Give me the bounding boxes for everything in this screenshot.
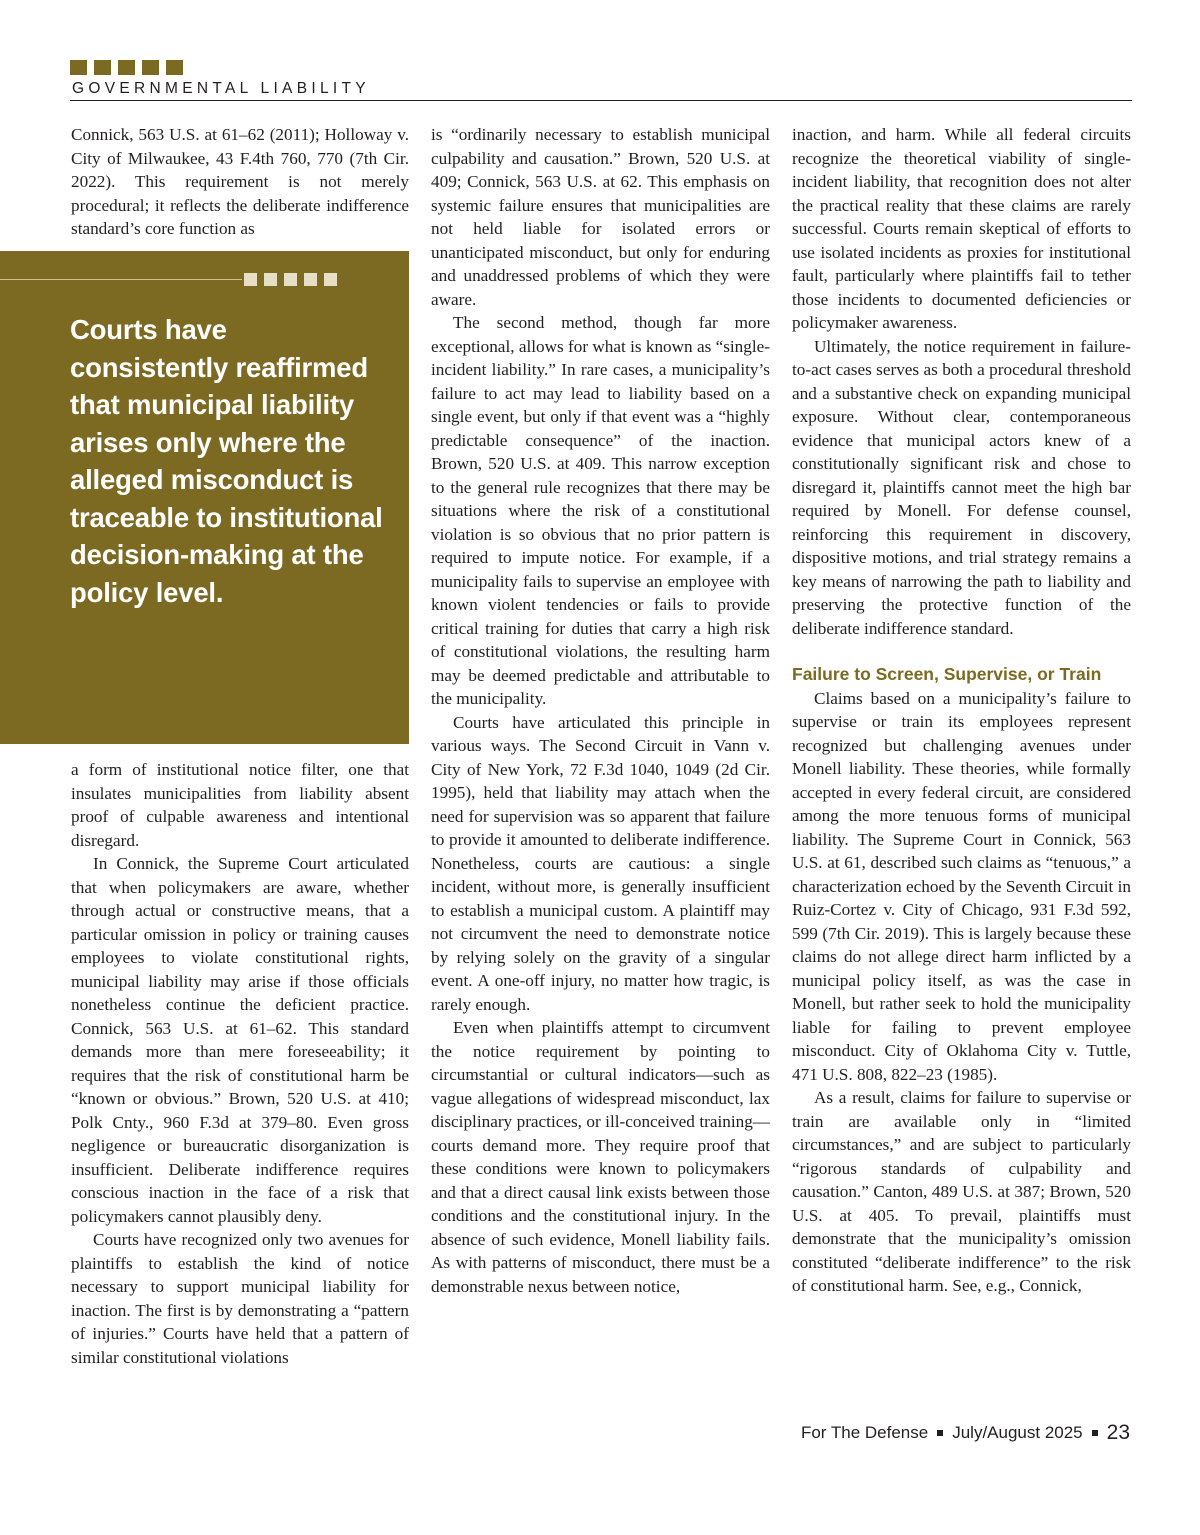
publication-name: For The Defense (800, 1423, 929, 1442)
bullet-separator (937, 1430, 943, 1436)
body-paragraph: The second method, though far more exceptional, allows for what is known as “single-incident liability.” In rare cases, a municipality’s failure to act may lead to liability based on a single event, but only if that event was a “highly predictable consequence” of the inaction. Brown, 520 U.S. at 409. This narrow exception to the general rule recognizes that there may be situations where the risk of a constitutional violation is so obvious that no prior pattern is required to impute notice. For example, if a municipality fails to supervise an employee with known violent tendencies or fails to provide critical training for duties that carry a high risk of constitutional violations, the resulting harm may be deemed predictable and attributable to the municipality. (431, 313, 770, 708)
pull-quote-text: Courts have consistently reaffirmed that municipal liability arises only where the alleged misconduct is traceable to institutional decision-making at the policy level. (70, 314, 383, 608)
body-paragraph: Courts have articulated this principle in various ways. The Second Circuit in Vann v. City of New York, 72 F.3d 1040, 1049 (2d Cir. 1995), held that liability may attach when the need for supervision was so apparent that failure to provide it amounted to deliberate indifference. Nonetheless, courts are cautious: a single incident, without more, is generally insufficient to establish a municipal custom. A plaintiff may not circumvent the need to demonstrate notice by relying solely on the gravity of a singular event. A one-off injury, no matter how tragic, is rarely enough. (431, 712, 770, 1014)
header-square (118, 60, 135, 75)
body-paragraph: Even when plaintiffs attempt to circumvent the notice requirement by pointing to circumstantial or cultural indicators—such as vague allegations of widespread misconduct, lax disciplinary practices, or ill-conceived training—courts demand more. They require proof that these conditions were known to policymakers and that a direct causal link exists between those conditions and the constitutional injury. In the absence of such evidence, Monell liability fails. As with patterns of misconduct, there must be a demonstrable nexus between notice, (431, 1018, 770, 1296)
column-3 (792, 123, 1131, 1298)
pull-quote-decorative-squares (244, 273, 337, 286)
bullet-separator (1092, 1430, 1098, 1436)
header-square (142, 60, 159, 75)
issue-date: July/August 2025 (952, 1423, 1083, 1442)
page-footer (801, 1421, 1130, 1445)
column-1-top (71, 123, 409, 241)
pull-square (264, 273, 277, 286)
body-paragraph: is “ordinarily necessary to establish municipal culpability and causation.” Brown, 520 U.S. at 409; Connick, 563 U.S. at 62. This emphasis on systemic failure ensures that municipalities are not held liable for isolated errors or unanticipated misconduct, but only for enduring and unaddressed problems of which they were aware. (431, 125, 770, 309)
body-paragraph: inaction, and harm. While all federal circuits recognize the theoretical viability of single-incident liability, that recognition does not alter the practical reality that these claims are rarely successful. Courts remain skeptical of efforts to use isolated incidents as proxies for institutional fault, particularly where plaintiffs fail to tether those incidents to documented deficiencies or policymaker awareness. (792, 125, 1131, 332)
pull-quote-rule (0, 279, 242, 280)
body-paragraph: Connick, 563 U.S. at 61–62 (2011); Holloway v. City of Milwaukee, 43 F.4th 760, 770 (7th Cir. 2022). This requirement is not merely procedural; it reflects the deliberate indifference standard’s core function as (71, 125, 409, 238)
pull-square (284, 273, 297, 286)
pull-quote-box (0, 251, 409, 744)
pull-square (304, 273, 317, 286)
column-2 (431, 123, 770, 1298)
header-rule (70, 100, 1132, 101)
section-label: GOVERNMENTAL LIABILITY (72, 80, 370, 97)
body-paragraph: a form of institutional notice filter, one that insulates municipalities from liability absent proof of culpable awareness and intentional disregard. (71, 760, 409, 850)
body-paragraph: As a result, claims for failure to supervise or train are available only in “limited circumstances,” and are subject to particularly “rigorous standards of culpability and causation.” Canton, 489 U.S. at 387; Brown, 520 U.S. at 405. To prevail, plaintiffs must demonstrate that the municipality’s omission constituted “deliberate indifference” to the risk of constitutional harm. See, e.g., Connick, (792, 1088, 1131, 1295)
pull-square (324, 273, 337, 286)
header-square (70, 60, 87, 75)
pull-square (244, 273, 257, 286)
body-paragraph: Courts have recognized only two avenues for plaintiffs to establish the kind of notice necessary to support municipal liability for inaction. The first is by demonstrating a “pattern of injuries.” Courts have held that a pattern of similar constitutional violations (71, 1230, 409, 1367)
page-number: 23 (1106, 1421, 1130, 1444)
section-subhead: Failure to Screen, Supervise, or Train (792, 664, 1102, 684)
header-square (166, 60, 183, 75)
body-paragraph: Ultimately, the notice requirement in failure-to-act cases serves as both a procedural threshold and a substantive check on expanding municipal exposure. Without clear, contemporaneous evidence that municipal actors knew of a constitutionally significant risk and chose to disregard it, plaintiffs cannot meet the high bar required by Monell. For defense counsel, reinforcing this requirement in discovery, dispositive motions, and trial strategy remains a key means of narrowing the path to liability and preserving the protective function of the deliberate indifference standard. (792, 336, 1131, 638)
body-paragraph: In Connick, the Supreme Court articulated that when policymakers are aware, whether through actual or constructive means, that a particular omission in policy or training causes employees to violate constitutional rights, municipal liability may arise if those officials nonetheless continue the deficient practice. Connick, 563 U.S. at 61–62. This standard demands more than mere foreseeability; it requires that the risk of constitutional harm be “known or obvious.” Brown, 520 U.S. at 410; Polk Cnty., 960 F.3d at 379–80. Even gross negligence or bureaucratic disorganization is insufficient. Deliberate indifference requires conscious inaction in the face of a risk that policymakers cannot plausibly deny. (71, 854, 409, 1226)
header-decorative-squares (70, 60, 183, 75)
column-1-bottom (71, 758, 409, 1369)
header-square (94, 60, 111, 75)
body-paragraph: Claims based on a municipality’s failure to supervise or train its employees represent recognized but challenging avenues under Monell liability. These theories, while formally accepted in every federal circuit, are considered among the more tenuous forms of municipal liability. The Supreme Court in Connick, 563 U.S. at 61, described such claims as “tenuous,” a characterization echoed by the Seventh Circuit in Ruiz-Cortez v. City of Chicago, 931 F.3d 592, 599 (7th Cir. 2019). This is largely because these claims do not allege direct harm inflicted by a municipal policy itself, as was the case in Monell, but rather seek to hold the municipality liable for failing to prevent employee misconduct. City of Oklahoma City v. Tuttle, 471 U.S. 808, 822–23 (1985). (792, 688, 1131, 1084)
